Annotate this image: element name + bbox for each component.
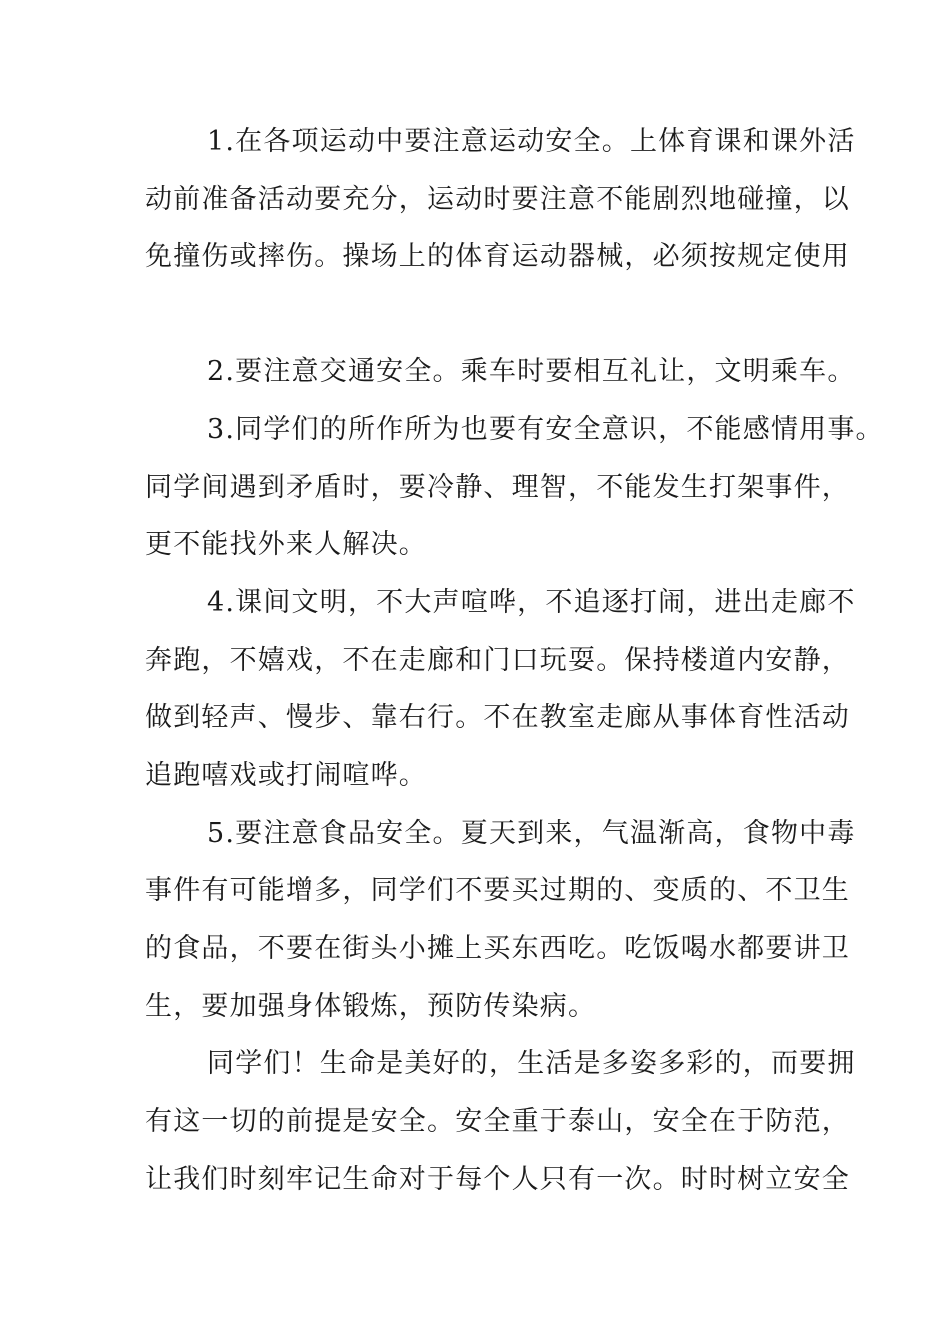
- text-line: 动前准备活动要充分，运动时要注意不能剧烈地碰撞，以: [145, 184, 850, 215]
- text-line: 免撞伤或摔伤。操场上的体育运动器械，必须按规定使用: [145, 241, 850, 272]
- text-line: 让我们时刻牢记生命对于每个人只有一次。时时树立安全: [145, 1164, 850, 1195]
- text-line: 1.在各项运动中要注意运动安全。上体育课和课外活: [207, 126, 856, 157]
- text-line: 有这一切的前提是安全。安全重于泰山，安全在于防范，: [145, 1106, 850, 1137]
- text-line: 的食品，不要在街头小摊上买东西吃。吃饭喝水都要讲卫: [145, 933, 850, 964]
- text-line: 追跑嘻戏或打闹喧哗。: [145, 760, 427, 791]
- text-line: 3.同学们的所作所为也要有安全意识，不能感情用事。: [207, 414, 884, 445]
- text-line: 事件有可能增多，同学们不要买过期的、变质的、不卫生: [145, 875, 850, 906]
- text-line: 4.课间文明，不大声喧哗，不追逐打闹，进出走廊不: [207, 587, 856, 618]
- text-line: 生，要加强身体锻炼，预防传染病。: [145, 991, 597, 1022]
- text-line: 同学间遇到矛盾时，要冷静、理智，不能发生打架事件，: [145, 472, 850, 503]
- text-line: 更不能找外来人解决。: [145, 529, 427, 560]
- text-line: 同学们！生命是美好的，生活是多姿多彩的，而要拥: [207, 1048, 856, 1079]
- text-line: 5.要注意食品安全。夏天到来，气温渐高，食物中毒: [207, 818, 856, 849]
- text-line: 奔跑，不嬉戏，不在走廊和门口玩耍。保持楼道内安静，: [145, 645, 850, 676]
- text-line: 2.要注意交通安全。乘车时要相互礼让，文明乘车。: [207, 356, 856, 387]
- text-line: 做到轻声、慢步、靠右行。不在教室走廊从事体育性活动: [145, 702, 850, 733]
